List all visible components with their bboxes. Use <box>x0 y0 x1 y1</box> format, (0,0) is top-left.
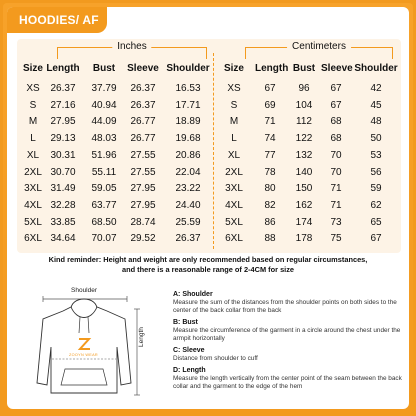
cm-cell: 112 <box>296 116 312 128</box>
cm-cell: 75 <box>330 233 342 245</box>
cm-cell: 59 <box>370 183 382 195</box>
inches-cell: 44.09 <box>91 116 117 128</box>
inches-header-bust: Bust <box>92 63 116 74</box>
cm-cell: 70 <box>330 149 342 161</box>
centimeters-group-header <box>245 41 393 59</box>
inches-cell: XL <box>26 149 40 161</box>
cm-cell: 70 <box>330 166 342 178</box>
inches-cell: 27.95 <box>50 116 76 128</box>
table-divider <box>213 53 214 249</box>
inches-cell: 27.95 <box>130 199 156 211</box>
cm-cell: 68 <box>330 133 342 145</box>
inches-cell: XS <box>26 83 40 94</box>
cm-cell: 77 <box>264 149 276 161</box>
cm-cell: 6XL <box>225 233 243 245</box>
size-reminder <box>11 255 405 275</box>
inches-cell: S <box>29 99 37 111</box>
cm-cell: 48 <box>370 116 382 128</box>
cm-cell: 67 <box>330 99 342 111</box>
cm-cell: 71 <box>330 199 342 211</box>
inches-cell: 27.16 <box>50 99 76 111</box>
inches-cell: 27.95 <box>130 183 156 195</box>
inches-cell: 30.70 <box>50 166 76 178</box>
reminder-line-2: and there is a reasonable range of 2-4CM for size <box>121 265 295 274</box>
cm-cell: 74 <box>264 133 276 145</box>
inches-cell: 31.49 <box>50 183 76 195</box>
cm-cell: 62 <box>370 199 382 211</box>
cm-header-sleeve: Sleeve <box>321 63 353 74</box>
cm-cell: 3XL <box>225 183 243 195</box>
definition-sleeve: C: Sleeve Distance from shoulder to cuff <box>173 347 258 362</box>
cm-cell: 86 <box>264 216 276 228</box>
cm-cell: 2XL <box>225 166 243 178</box>
cm-cell: 67 <box>330 83 342 94</box>
hoodie-illustration <box>25 287 165 403</box>
inches-cell: 70.07 <box>91 233 117 245</box>
inches-cell: 51.96 <box>91 149 117 161</box>
cm-cell: 53 <box>370 149 382 161</box>
inches-cell: 2XL <box>24 166 42 178</box>
cm-cell: 71 <box>330 183 342 195</box>
cm-cell: 88 <box>264 233 276 245</box>
inches-cell: 26.37 <box>50 83 76 94</box>
cm-cell: 50 <box>370 133 382 145</box>
cm-cell: 68 <box>330 116 342 128</box>
inches-cell: 26.37 <box>130 99 156 111</box>
inches-header-length: Length <box>46 63 80 74</box>
cm-header-shoulder: Shoulder <box>354 63 398 74</box>
cm-cell: 150 <box>295 183 313 195</box>
reminder-line-1: Kind reminder: Height and weight are only recommended based on regular circumstances, <box>48 255 368 264</box>
inches-cell: 26.77 <box>130 116 156 128</box>
cm-cell: 122 <box>295 133 313 145</box>
inches-cell: 27.55 <box>130 149 156 161</box>
cm-cell: M <box>229 116 239 128</box>
cm-cell: S <box>230 99 238 111</box>
inches-cell: 55.11 <box>91 166 117 178</box>
cm-cell: 56 <box>370 166 382 178</box>
cm-cell: 65 <box>370 216 382 228</box>
cm-cell: 67 <box>264 83 276 94</box>
chart-title: HOODIES/ AF <box>7 7 107 33</box>
inches-cell: 59.05 <box>91 183 117 195</box>
inches-cell: 68.50 <box>91 216 117 228</box>
cm-cell: 140 <box>295 166 313 178</box>
cm-header-length: Length <box>255 63 289 74</box>
cm-cell: L <box>231 133 237 145</box>
inches-cell: 33.85 <box>50 216 76 228</box>
cm-cell: 4XL <box>225 199 243 211</box>
size-chart-card <box>7 7 409 409</box>
cm-cell: 104 <box>295 99 313 111</box>
cm-cell: 67 <box>370 233 382 245</box>
size-table <box>17 39 401 253</box>
cm-cell: 42 <box>370 83 382 94</box>
measurement-definitions <box>173 290 405 394</box>
logo-text: ZOOYN WEAR <box>69 353 98 357</box>
definition-shoulder: A: Shoulder Measure the sum of the distances from the shoulder points on both sides to the center of the back collar from the back <box>173 291 397 314</box>
inches-cell: 27.55 <box>130 166 156 178</box>
cm-cell: XL <box>227 149 241 161</box>
inches-cell: 22.04 <box>175 166 201 178</box>
inches-cell: 26.77 <box>130 133 156 145</box>
inches-group-header <box>57 41 207 59</box>
inches-cell: 30.31 <box>50 149 76 161</box>
inches-cell: 32.28 <box>50 199 76 211</box>
inches-cell: 4XL <box>24 199 42 211</box>
cm-header-bust: Bust <box>292 63 316 74</box>
inches-cell: 19.68 <box>175 133 201 145</box>
inches-cell: 5XL <box>24 216 42 228</box>
cm-cell: 174 <box>295 216 313 228</box>
cm-cell: 5XL <box>225 216 243 228</box>
inches-cell: 29.52 <box>130 233 156 245</box>
inches-label: Inches <box>112 41 151 52</box>
cm-cell: XS <box>227 83 241 94</box>
cm-cell: 162 <box>295 199 313 211</box>
inches-cell: 29.13 <box>50 133 76 145</box>
definition-bust: B: Bust Measure the circumference of the garment in a circle around the chest under the armpit horizontally <box>173 319 401 342</box>
inches-cell: M <box>28 116 38 128</box>
inches-header-sleeve: Sleeve <box>127 63 159 74</box>
cm-cell: 178 <box>295 233 313 245</box>
inches-cell: 16.53 <box>175 83 201 94</box>
length-label: Length <box>138 327 145 347</box>
inches-cell: 28.74 <box>130 216 156 228</box>
hoodie-diagram <box>25 287 165 403</box>
inches-header-size: Size <box>22 63 43 74</box>
inches-cell: 6XL <box>24 233 42 245</box>
shoulder-label: Shoulder <box>71 287 98 294</box>
cm-cell: 96 <box>298 83 310 94</box>
inches-cell: L <box>30 133 36 145</box>
inches-cell: 34.64 <box>50 233 76 245</box>
cm-header-size: Size <box>223 63 244 74</box>
inches-cell: 26.37 <box>130 83 156 94</box>
cm-cell: 132 <box>295 149 313 161</box>
cm-cell: 71 <box>264 116 276 128</box>
cm-cell: 69 <box>264 99 276 111</box>
inches-cell: 24.40 <box>175 199 201 211</box>
centimeters-label: Centimeters <box>287 41 351 52</box>
inches-cell: 25.59 <box>175 216 201 228</box>
inches-cell: 3XL <box>24 183 42 195</box>
cm-cell: 82 <box>264 199 276 211</box>
definition-length: D: Length Measure the length vertically from the center point of the seam between the back collar and the garment to the edge of the hem <box>173 367 402 390</box>
cm-cell: 78 <box>264 166 276 178</box>
inches-cell: 17.71 <box>175 99 201 111</box>
inches-cell: 23.22 <box>175 183 201 195</box>
inches-cell: 20.86 <box>175 149 201 161</box>
inches-header-shoulder: Shoulder <box>166 63 210 74</box>
cm-cell: 45 <box>370 99 382 111</box>
inches-cell: 63.77 <box>91 199 117 211</box>
inches-cell: 48.03 <box>91 133 117 145</box>
cm-cell: 80 <box>264 183 276 195</box>
inches-cell: 37.79 <box>91 83 117 94</box>
inches-cell: 18.89 <box>175 116 201 128</box>
inches-cell: 40.94 <box>91 99 117 111</box>
inches-cell: 26.37 <box>175 233 201 245</box>
cm-cell: 73 <box>330 216 342 228</box>
